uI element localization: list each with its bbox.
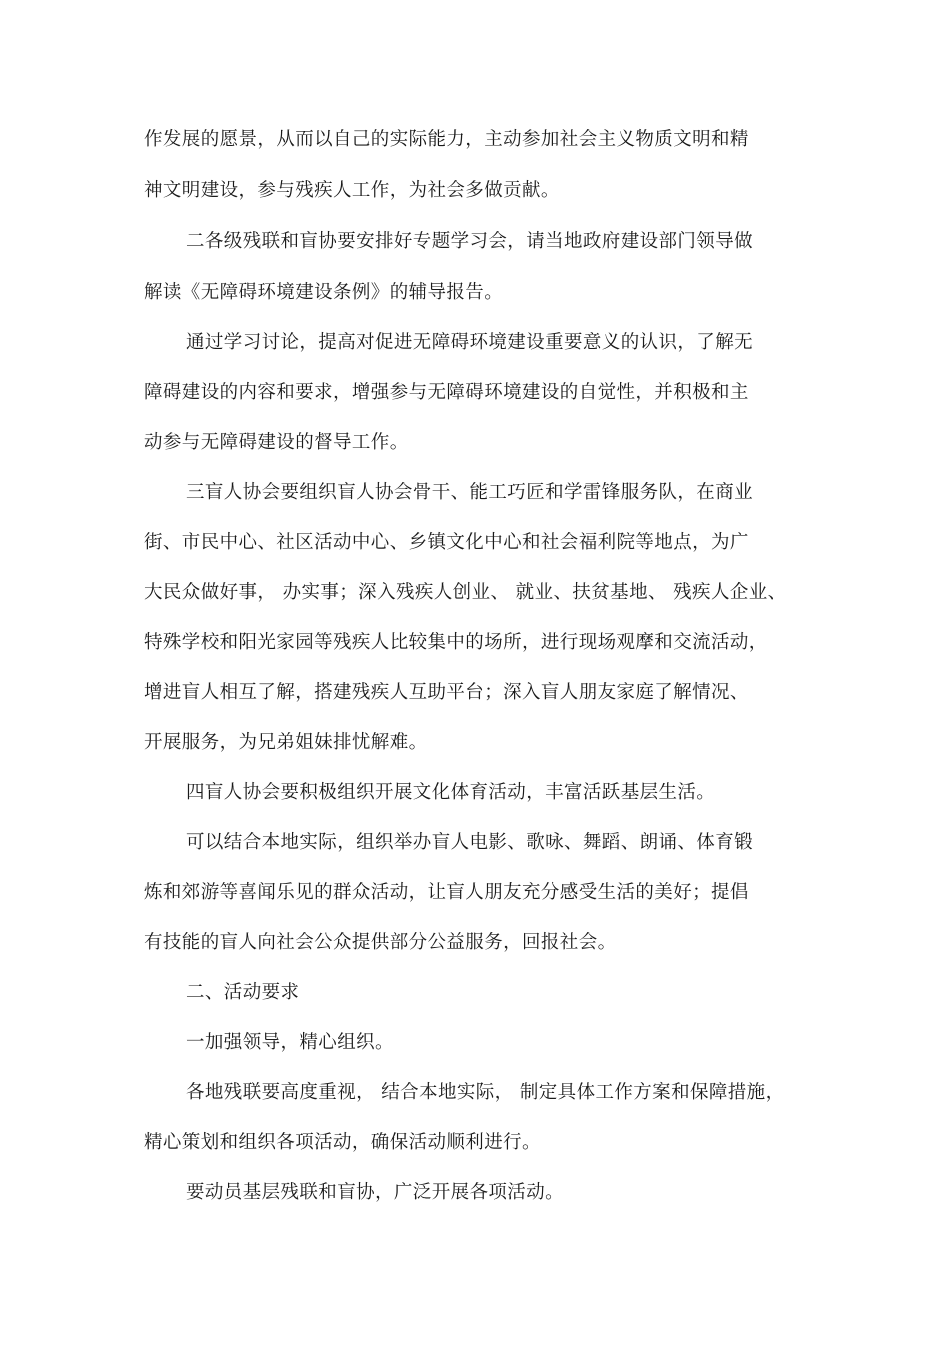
text-line: 神文明建设，参与残疾人工作，为社会多做贡献。 [144, 180, 560, 201]
paragraph-start: 二各级残联和盲协要安排好专题学习会，请当地政府建设部门领导做 [186, 231, 754, 252]
text-line: 动参与无障碍建设的督导工作。 [144, 432, 409, 453]
text-line: 开展服务，为兄弟姐妹排忧解难。 [144, 732, 428, 753]
paragraph-start: 各地残联要高度重视， 结合本地实际， 制定具体工作方案和保障措施， [186, 1082, 785, 1103]
text-line: 特殊学校和阳光家园等残疾人比较集中的场所，进行现场观摩和交流活动， [144, 632, 768, 653]
paragraph-start: 三盲人协会要组织盲人协会骨干、能工巧匠和学雷锋服务队，在商业 [186, 482, 754, 503]
paragraph-start: 通过学习讨论，提高对促进无障碍环境建设重要意义的认识，了解无 [186, 332, 754, 353]
text-line: 障碍建设的内容和要求，增强参与无障碍环境建设的自觉性，并积极和主 [144, 382, 749, 403]
text-line: 炼和郊游等喜闻乐见的群众活动，让盲人朋友充分感受生活的美好；提倡 [144, 882, 749, 903]
paragraph-start: 可以结合本地实际，组织举办盲人电影、歌咏、舞蹈、朗诵、体育锻 [186, 832, 754, 853]
text-line: 精心策划和组织各项活动，确保活动顺利进行。 [144, 1132, 541, 1153]
section-heading: 二、活动要求 [186, 982, 300, 1003]
paragraph-start: 四盲人协会要积极组织开展文化体育活动，丰富活跃基层生活。 [186, 782, 716, 803]
subsection-heading: 一加强领导，精心组织。 [186, 1032, 394, 1053]
text-line: 增进盲人相互了解，搭建残疾人互助平台；深入盲人朋友家庭了解情况、 [144, 682, 749, 703]
text-line: 大民众做好事， 办实事；深入残疾人创业、 就业、扶贫基地、 残疾人企业、 [144, 582, 787, 603]
text-line: 作发展的愿景，从而以自己的实际能力，主动参加社会主义物质文明和精 [144, 129, 749, 150]
text-line: 有技能的盲人向社会公众提供部分公益服务，回报社会。 [144, 932, 617, 953]
paragraph-start: 要动员基层残联和盲协，广泛开展各项活动。 [186, 1182, 565, 1203]
text-line: 街、市民中心、社区活动中心、乡镇文化中心和社会福利院等地点，为广 [144, 532, 749, 553]
text-line: 解读《无障碍环境建设条例》的辅导报告。 [144, 282, 504, 303]
